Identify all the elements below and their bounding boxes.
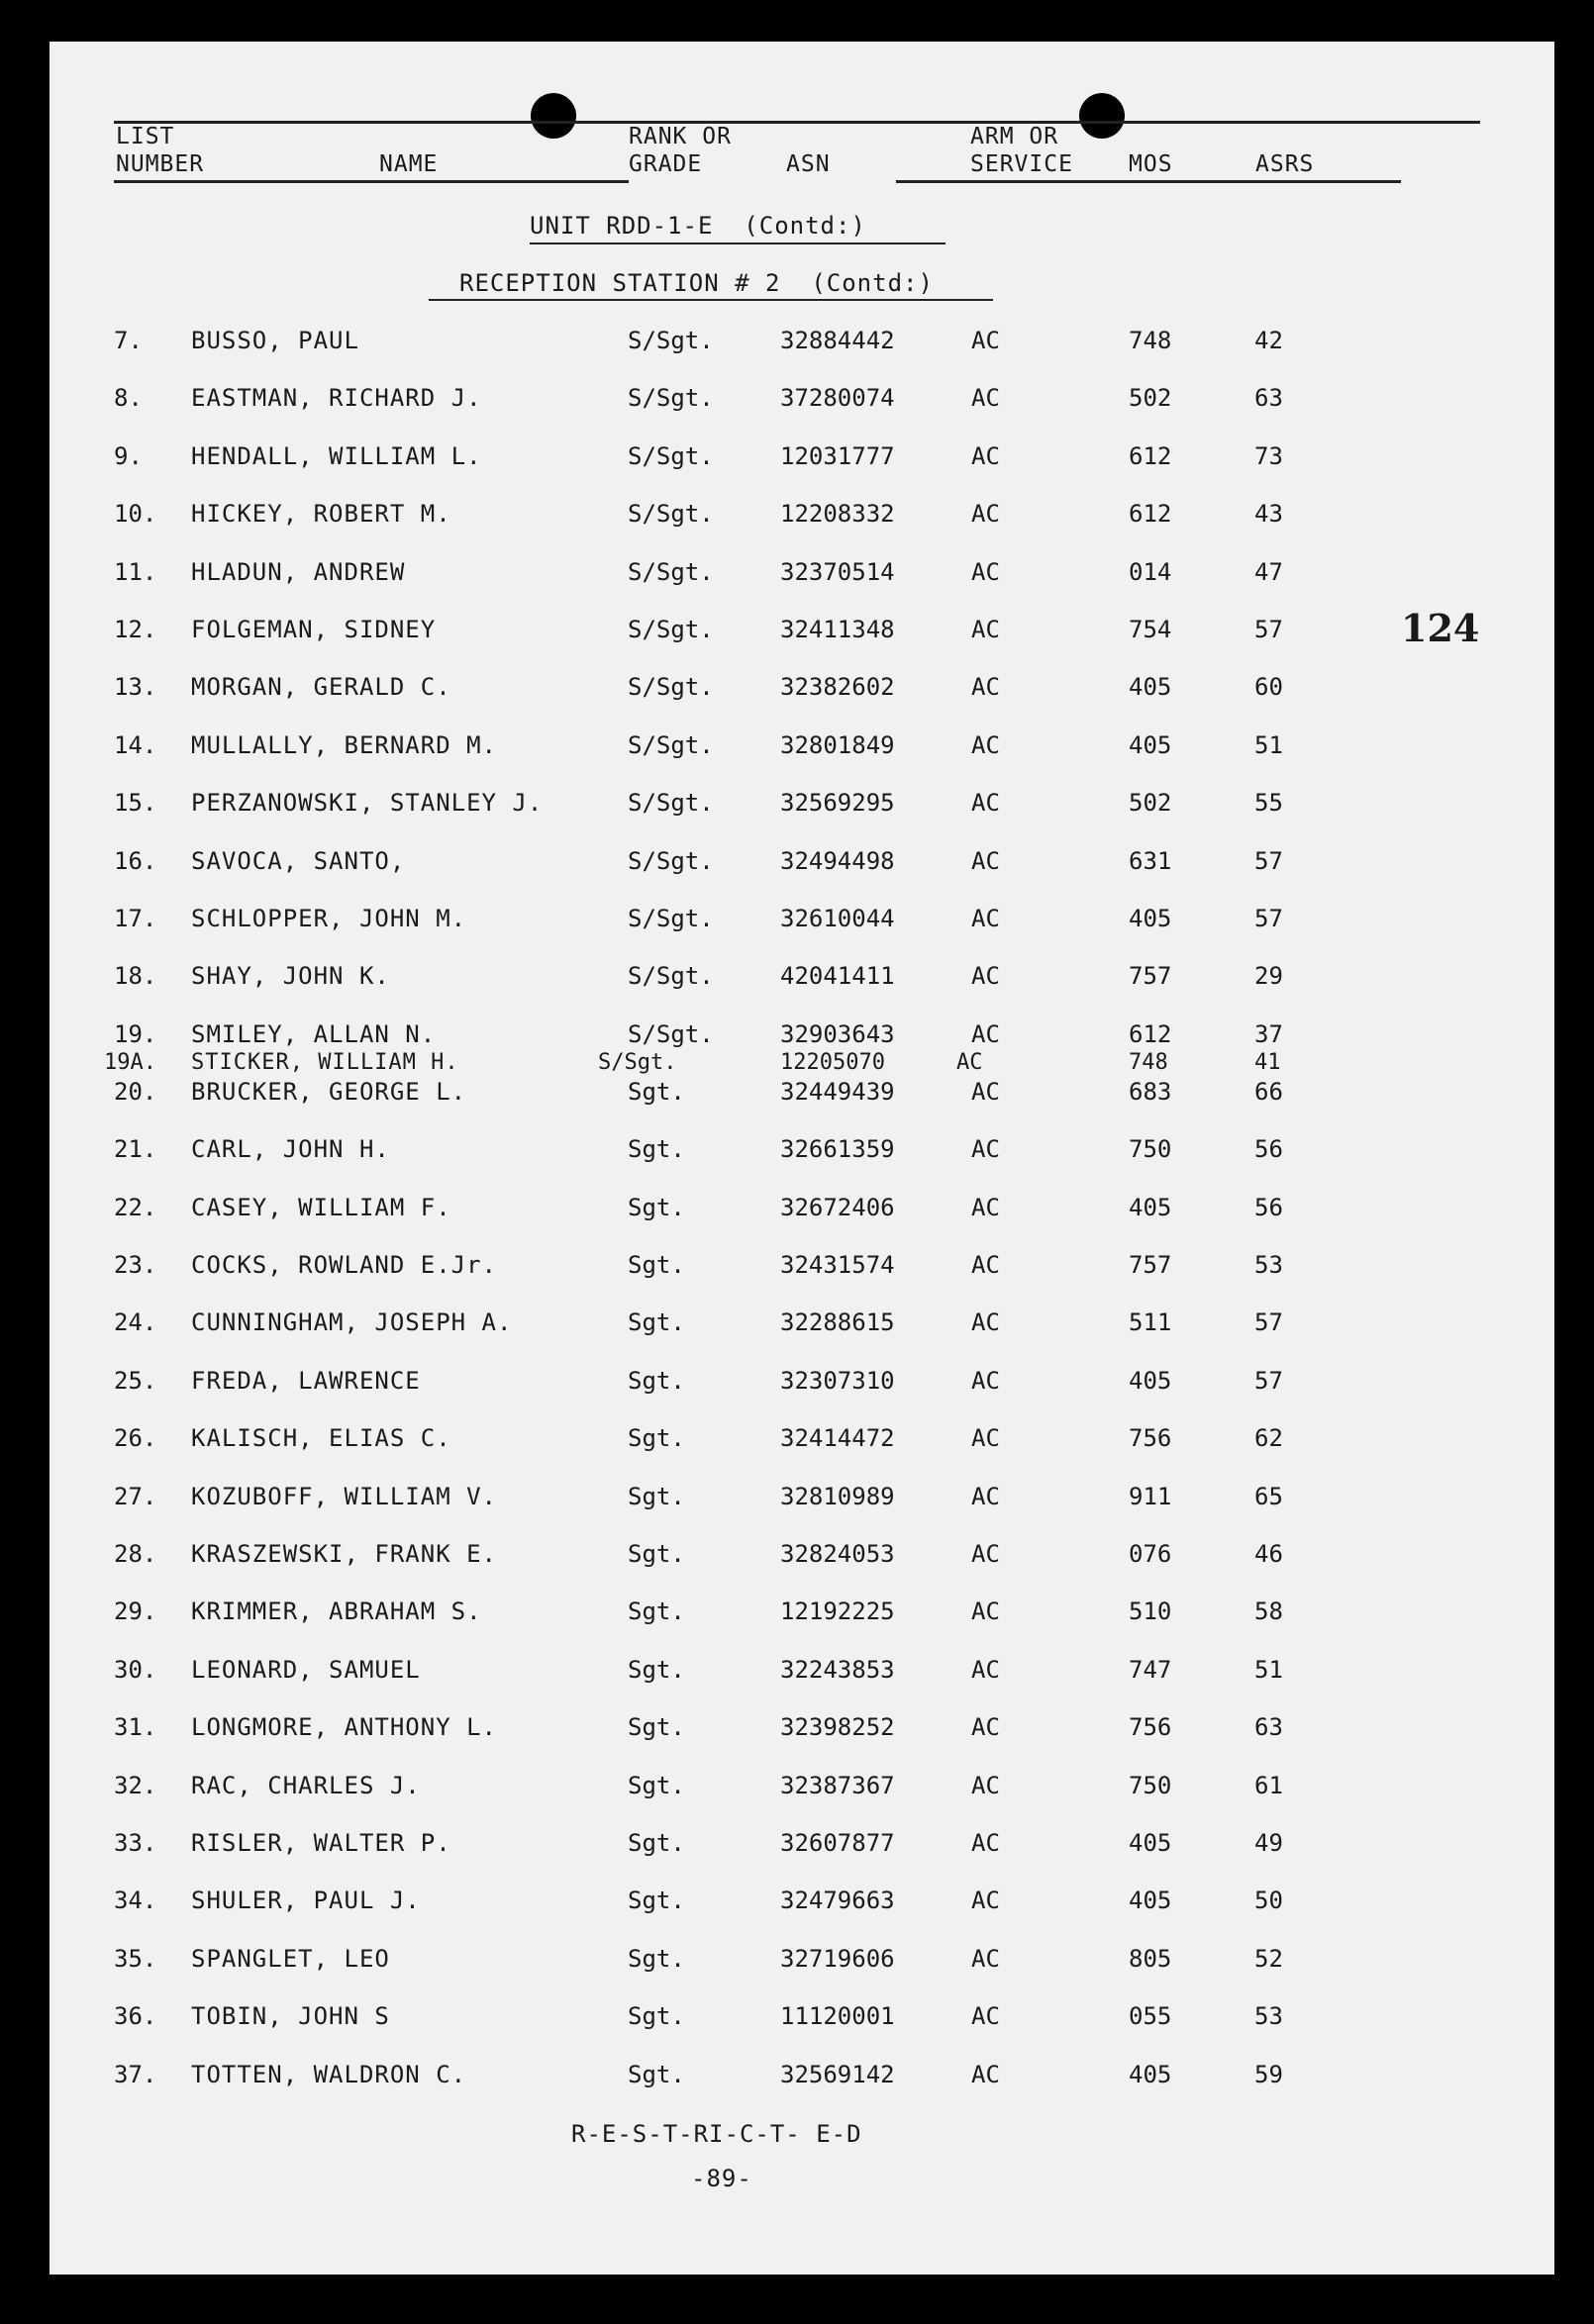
row-arm: AC bbox=[971, 442, 1000, 470]
row-number: 20. bbox=[114, 1078, 157, 1106]
row-rank: S/Sgt. bbox=[628, 558, 714, 586]
row-asrs: 43 bbox=[1254, 500, 1283, 528]
row-asrs: 42 bbox=[1254, 327, 1283, 354]
row-name: SHAY, JOHN K. bbox=[191, 962, 390, 990]
row-name: COCKS, ROWLAND E.Jr. bbox=[191, 1251, 497, 1279]
row-rank: Sgt. bbox=[628, 2002, 685, 2030]
row-asrs: 63 bbox=[1254, 384, 1283, 412]
row-asn: 37280074 bbox=[780, 384, 895, 412]
row-name: HLADUN, ANDREW bbox=[191, 558, 406, 586]
row-arm: AC bbox=[956, 1050, 983, 1075]
row-rank: Sgt. bbox=[628, 1540, 685, 1568]
row-number: 27. bbox=[114, 1483, 157, 1510]
row-number: 12. bbox=[114, 616, 157, 643]
row-name: HICKEY, ROBERT M. bbox=[191, 500, 451, 528]
row-arm: AC bbox=[971, 1598, 1000, 1625]
table-row bbox=[50, 442, 1554, 482]
table-row bbox=[50, 558, 1554, 598]
row-arm: AC bbox=[971, 962, 1000, 990]
document-page bbox=[50, 42, 1554, 2275]
row-asn: 32569142 bbox=[780, 2061, 895, 2088]
row-number: 10. bbox=[114, 500, 157, 528]
row-arm: AC bbox=[971, 905, 1000, 932]
row-name: FREDA, LAWRENCE bbox=[191, 1367, 421, 1395]
row-asn: 12208332 bbox=[780, 500, 895, 528]
row-asn: 32479663 bbox=[780, 1887, 895, 1914]
row-asn: 32307310 bbox=[780, 1367, 895, 1395]
table-row bbox=[50, 1194, 1554, 1233]
row-name: MORGAN, GERALD C. bbox=[191, 673, 451, 701]
row-arm: AC bbox=[971, 500, 1000, 528]
table-row bbox=[50, 1772, 1554, 1811]
row-number: 11. bbox=[114, 558, 157, 586]
row-arm: AC bbox=[971, 1424, 1000, 1452]
row-asrs: 56 bbox=[1254, 1135, 1283, 1163]
row-asn: 32398252 bbox=[780, 1713, 895, 1741]
row-arm: AC bbox=[971, 731, 1000, 759]
row-number: 35. bbox=[114, 1945, 157, 1973]
row-rank: S/Sgt. bbox=[628, 500, 714, 528]
row-mos: 631 bbox=[1129, 847, 1172, 875]
table-row bbox=[50, 1483, 1554, 1522]
row-mos: 405 bbox=[1129, 1194, 1172, 1221]
station-title: RECEPTION STATION # 2 (Contd:) bbox=[459, 269, 934, 297]
row-asrs: 60 bbox=[1254, 673, 1283, 701]
row-asn: 32884442 bbox=[780, 327, 895, 354]
row-mos: 405 bbox=[1129, 731, 1172, 759]
row-rank: Sgt. bbox=[628, 1887, 685, 1914]
row-asrs: 29 bbox=[1254, 962, 1283, 990]
row-mos: 405 bbox=[1129, 1887, 1172, 1914]
row-asn: 32903643 bbox=[780, 1020, 895, 1048]
row-name: SHULER, PAUL J. bbox=[191, 1887, 421, 1914]
row-arm: AC bbox=[971, 1020, 1000, 1048]
table-row bbox=[50, 1367, 1554, 1406]
row-asrs: 66 bbox=[1254, 1078, 1283, 1106]
row-asn: 11120001 bbox=[780, 2002, 895, 2030]
row-name: SPANGLET, LEO bbox=[191, 1945, 390, 1973]
row-arm: AC bbox=[971, 1713, 1000, 1741]
row-asrs: 57 bbox=[1254, 905, 1283, 932]
row-asrs: 51 bbox=[1254, 1656, 1283, 1684]
row-arm: AC bbox=[971, 2002, 1000, 2030]
row-mos: 756 bbox=[1129, 1713, 1172, 1741]
row-asrs: 55 bbox=[1254, 789, 1283, 817]
row-number: 18. bbox=[114, 962, 157, 990]
table-row bbox=[50, 1887, 1554, 1926]
row-arm: AC bbox=[971, 558, 1000, 586]
row-mos: 612 bbox=[1129, 500, 1172, 528]
punch-hole-left bbox=[531, 93, 576, 139]
table-row bbox=[50, 731, 1554, 771]
row-name: HENDALL, WILLIAM L. bbox=[191, 442, 482, 470]
row-number: 30. bbox=[114, 1656, 157, 1684]
row-mos: 405 bbox=[1129, 1829, 1172, 1857]
row-arm: AC bbox=[971, 2061, 1000, 2088]
row-asn: 32610044 bbox=[780, 905, 895, 932]
row-mos: 405 bbox=[1129, 905, 1172, 932]
row-asn: 32719606 bbox=[780, 1945, 895, 1973]
row-number: 7. bbox=[114, 327, 143, 354]
row-asrs: 53 bbox=[1254, 2002, 1283, 2030]
row-name: KALISCH, ELIAS C. bbox=[191, 1424, 451, 1452]
header-top-line bbox=[114, 121, 1480, 124]
row-asn: 32569295 bbox=[780, 789, 895, 817]
table-row bbox=[50, 384, 1554, 424]
table-row bbox=[50, 1598, 1554, 1637]
header-list-number: LIST NUMBER bbox=[116, 124, 205, 177]
table-row bbox=[50, 1424, 1554, 1464]
row-name: CARL, JOHN H. bbox=[191, 1135, 390, 1163]
table-row bbox=[50, 905, 1554, 944]
row-name: FOLGEMAN, SIDNEY bbox=[191, 616, 437, 643]
row-asrs: 37 bbox=[1254, 1020, 1283, 1048]
row-number: 31. bbox=[114, 1713, 157, 1741]
row-rank: Sgt. bbox=[628, 1194, 685, 1221]
row-number: 34. bbox=[114, 1887, 157, 1914]
row-rank: S/Sgt. bbox=[628, 847, 714, 875]
row-number: 24. bbox=[114, 1308, 157, 1336]
row-number: 9. bbox=[114, 442, 143, 470]
table-row bbox=[50, 847, 1554, 887]
row-name: STICKER, WILLIAM H. bbox=[191, 1050, 459, 1075]
row-number: 36. bbox=[114, 2002, 157, 2030]
row-mos: 683 bbox=[1129, 1078, 1172, 1106]
header-underline-left bbox=[114, 180, 629, 183]
row-mos: 502 bbox=[1129, 789, 1172, 817]
row-number: 29. bbox=[114, 1598, 157, 1625]
row-mos: 805 bbox=[1129, 1945, 1172, 1973]
row-number: 19A. bbox=[104, 1050, 156, 1075]
row-asrs: 62 bbox=[1254, 1424, 1283, 1452]
row-name: RAC, CHARLES J. bbox=[191, 1772, 421, 1799]
row-mos: 748 bbox=[1129, 327, 1172, 354]
row-rank: S/Sgt. bbox=[628, 962, 714, 990]
row-asrs: 63 bbox=[1254, 1713, 1283, 1741]
table-row bbox=[50, 962, 1554, 1002]
row-rank: Sgt. bbox=[628, 1656, 685, 1684]
table-row bbox=[50, 1540, 1554, 1580]
row-rank: Sgt. bbox=[628, 1308, 685, 1336]
row-rank: Sgt. bbox=[628, 1251, 685, 1279]
row-rank: S/Sgt. bbox=[628, 789, 714, 817]
row-arm: AC bbox=[971, 673, 1000, 701]
row-number: 28. bbox=[114, 1540, 157, 1568]
table-row bbox=[50, 1945, 1554, 1985]
row-asrs: 59 bbox=[1254, 2061, 1283, 2088]
row-rank: S/Sgt. bbox=[628, 1020, 714, 1048]
row-number: 25. bbox=[114, 1367, 157, 1395]
table-row bbox=[50, 2002, 1554, 2042]
row-name: KRASZEWSKI, FRANK E. bbox=[191, 1540, 497, 1568]
row-rank: Sgt. bbox=[628, 1483, 685, 1510]
row-rank: Sgt. bbox=[628, 1772, 685, 1799]
row-name: PERZANOWSKI, STANLEY J. bbox=[191, 789, 544, 817]
row-mos: 405 bbox=[1129, 2061, 1172, 2088]
row-asrs: 73 bbox=[1254, 442, 1283, 470]
row-asn: 32661359 bbox=[780, 1135, 895, 1163]
row-number: 14. bbox=[114, 731, 157, 759]
row-rank: Sgt. bbox=[628, 1598, 685, 1625]
table-row bbox=[50, 1251, 1554, 1291]
row-arm: AC bbox=[971, 1945, 1000, 1973]
row-asn: 32431574 bbox=[780, 1251, 895, 1279]
row-rank: Sgt. bbox=[628, 1424, 685, 1452]
row-mos: 612 bbox=[1129, 1020, 1172, 1048]
row-mos: 502 bbox=[1129, 384, 1172, 412]
row-rank: Sgt. bbox=[628, 1367, 685, 1395]
row-mos: 055 bbox=[1129, 2002, 1172, 2030]
row-rank: Sgt. bbox=[628, 1713, 685, 1741]
row-rank: S/Sgt. bbox=[628, 327, 714, 354]
header-mos: MOS bbox=[1129, 151, 1173, 177]
row-name: SAVOCA, SANTO, bbox=[191, 847, 406, 875]
row-asn: 32414472 bbox=[780, 1424, 895, 1452]
row-asn: 32810989 bbox=[780, 1483, 895, 1510]
row-arm: AC bbox=[971, 1656, 1000, 1684]
row-asrs: 57 bbox=[1254, 847, 1283, 875]
row-asrs: 46 bbox=[1254, 1540, 1283, 1568]
row-mos: 510 bbox=[1129, 1598, 1172, 1625]
row-mos: 757 bbox=[1129, 962, 1172, 990]
table-row bbox=[50, 1829, 1554, 1869]
row-asrs: 57 bbox=[1254, 1367, 1283, 1395]
row-asn: 32449439 bbox=[780, 1078, 895, 1106]
row-name: BUSSO, PAUL bbox=[191, 327, 359, 354]
row-asrs: 65 bbox=[1254, 1483, 1283, 1510]
row-asn: 12031777 bbox=[780, 442, 895, 470]
row-mos: 747 bbox=[1129, 1656, 1172, 1684]
row-number: 8. bbox=[114, 384, 143, 412]
row-name: RISLER, WALTER P. bbox=[191, 1829, 451, 1857]
row-asn: 32288615 bbox=[780, 1308, 895, 1336]
row-rank: S/Sgt. bbox=[598, 1050, 677, 1075]
row-name: LEONARD, SAMUEL bbox=[191, 1656, 421, 1684]
row-asn: 32494498 bbox=[780, 847, 895, 875]
row-asn: 32370514 bbox=[780, 558, 895, 586]
row-asrs: 41 bbox=[1254, 1050, 1281, 1075]
unit-title: UNIT RDD-1-E (Contd:) bbox=[530, 212, 866, 240]
row-arm: AC bbox=[971, 1078, 1000, 1106]
header-asn: ASN bbox=[786, 151, 831, 177]
row-mos: 405 bbox=[1129, 673, 1172, 701]
row-name: KOZUBOFF, WILLIAM V. bbox=[191, 1483, 497, 1510]
header-asrs: ASRS bbox=[1255, 151, 1315, 177]
row-mos: 754 bbox=[1129, 616, 1172, 643]
table-row bbox=[50, 1713, 1554, 1753]
row-number: 37. bbox=[114, 2061, 157, 2088]
row-rank: Sgt. bbox=[628, 1078, 685, 1106]
row-arm: AC bbox=[971, 789, 1000, 817]
row-name: BRUCKER, GEORGE L. bbox=[191, 1078, 467, 1106]
row-asn: 32243853 bbox=[780, 1656, 895, 1684]
row-mos: 750 bbox=[1129, 1772, 1172, 1799]
row-number: 16. bbox=[114, 847, 157, 875]
row-name: SMILEY, ALLAN N. bbox=[191, 1020, 437, 1048]
row-arm: AC bbox=[971, 1194, 1000, 1221]
table-row bbox=[50, 673, 1554, 713]
row-number: 23. bbox=[114, 1251, 157, 1279]
row-rank: S/Sgt. bbox=[628, 731, 714, 759]
row-rank: Sgt. bbox=[628, 1135, 685, 1163]
table-row bbox=[50, 1656, 1554, 1695]
row-asrs: 50 bbox=[1254, 1887, 1283, 1914]
row-arm: AC bbox=[971, 1308, 1000, 1336]
table-row bbox=[50, 789, 1554, 828]
row-mos: 750 bbox=[1129, 1135, 1172, 1163]
row-asn: 32382602 bbox=[780, 673, 895, 701]
unit-title-underline bbox=[530, 242, 946, 244]
row-rank: Sgt. bbox=[628, 1829, 685, 1857]
row-asrs: 52 bbox=[1254, 1945, 1283, 1973]
row-asrs: 49 bbox=[1254, 1829, 1283, 1857]
header-underline-right bbox=[896, 180, 1401, 183]
row-mos: 014 bbox=[1129, 558, 1172, 586]
header-arm: ARM OR SERVICE bbox=[970, 124, 1073, 177]
header-rank: RANK OR GRADE bbox=[629, 124, 732, 177]
row-asn: 32824053 bbox=[780, 1540, 895, 1568]
row-mos: 911 bbox=[1129, 1483, 1172, 1510]
row-name: EASTMAN, RICHARD J. bbox=[191, 384, 482, 412]
row-mos: 076 bbox=[1129, 1540, 1172, 1568]
row-name: CASEY, WILLIAM F. bbox=[191, 1194, 451, 1221]
table-row bbox=[50, 500, 1554, 539]
row-rank: Sgt. bbox=[628, 1945, 685, 1973]
table-row bbox=[50, 1135, 1554, 1175]
row-number: 33. bbox=[114, 1829, 157, 1857]
row-name: KRIMMER, ABRAHAM S. bbox=[191, 1598, 482, 1625]
page-number: -89- bbox=[691, 2165, 752, 2192]
row-name: TOTTEN, WALDRON C. bbox=[191, 2061, 467, 2088]
row-name: LONGMORE, ANTHONY L. bbox=[191, 1713, 497, 1741]
row-asn: 12205070 bbox=[780, 1050, 885, 1075]
row-mos: 748 bbox=[1129, 1050, 1168, 1075]
row-mos: 612 bbox=[1129, 442, 1172, 470]
row-arm: AC bbox=[971, 1772, 1000, 1799]
row-number: 32. bbox=[114, 1772, 157, 1799]
row-asrs: 58 bbox=[1254, 1598, 1283, 1625]
row-number: 13. bbox=[114, 673, 157, 701]
row-rank: S/Sgt. bbox=[628, 384, 714, 412]
row-asn: 32411348 bbox=[780, 616, 895, 643]
row-asn: 12192225 bbox=[780, 1598, 895, 1625]
table-row bbox=[50, 1078, 1554, 1117]
row-mos: 405 bbox=[1129, 1367, 1172, 1395]
row-arm: AC bbox=[971, 1367, 1000, 1395]
row-asrs: 53 bbox=[1254, 1251, 1283, 1279]
row-number: 22. bbox=[114, 1194, 157, 1221]
row-rank: S/Sgt. bbox=[628, 442, 714, 470]
row-mos: 756 bbox=[1129, 1424, 1172, 1452]
row-arm: AC bbox=[971, 1540, 1000, 1568]
row-number: 19. bbox=[114, 1020, 157, 1048]
row-asrs: 47 bbox=[1254, 558, 1283, 586]
row-asrs: 56 bbox=[1254, 1194, 1283, 1221]
row-asn: 32387367 bbox=[780, 1772, 895, 1799]
row-arm: AC bbox=[971, 616, 1000, 643]
row-mos: 757 bbox=[1129, 1251, 1172, 1279]
row-arm: AC bbox=[971, 384, 1000, 412]
row-arm: AC bbox=[971, 1483, 1000, 1510]
row-mos: 511 bbox=[1129, 1308, 1172, 1336]
header-name: NAME bbox=[379, 151, 439, 177]
row-arm: AC bbox=[971, 327, 1000, 354]
row-arm: AC bbox=[971, 1251, 1000, 1279]
row-arm: AC bbox=[971, 1829, 1000, 1857]
row-number: 17. bbox=[114, 905, 157, 932]
row-number: 26. bbox=[114, 1424, 157, 1452]
row-rank: S/Sgt. bbox=[628, 616, 714, 643]
row-number: 21. bbox=[114, 1135, 157, 1163]
row-arm: AC bbox=[971, 847, 1000, 875]
punch-hole-right bbox=[1079, 93, 1125, 139]
row-asrs: 57 bbox=[1254, 1308, 1283, 1336]
table-row bbox=[50, 327, 1554, 366]
row-number: 15. bbox=[114, 789, 157, 817]
restricted-marking: R-E-S-T-RI-C-T- E-D bbox=[571, 2120, 862, 2148]
row-asn: 32672406 bbox=[780, 1194, 895, 1221]
station-title-underline bbox=[429, 299, 993, 301]
row-rank: S/Sgt. bbox=[628, 905, 714, 932]
row-name: TOBIN, JOHN S bbox=[191, 2002, 390, 2030]
row-asn: 32607877 bbox=[780, 1829, 895, 1857]
row-arm: AC bbox=[971, 1887, 1000, 1914]
row-name: CUNNINGHAM, JOSEPH A. bbox=[191, 1308, 513, 1336]
row-rank: Sgt. bbox=[628, 2061, 685, 2088]
table-row bbox=[50, 2061, 1554, 2100]
row-asrs: 51 bbox=[1254, 731, 1283, 759]
row-asrs: 61 bbox=[1254, 1772, 1283, 1799]
handwritten-page-number: 124 bbox=[1401, 606, 1480, 650]
row-asrs: 57 bbox=[1254, 616, 1283, 643]
row-name: MULLALLY, BERNARD M. bbox=[191, 731, 497, 759]
row-name: SCHLOPPER, JOHN M. bbox=[191, 905, 467, 932]
row-rank: S/Sgt. bbox=[628, 673, 714, 701]
row-arm: AC bbox=[971, 1135, 1000, 1163]
row-asn: 42041411 bbox=[780, 962, 895, 990]
row-asn: 32801849 bbox=[780, 731, 895, 759]
table-row bbox=[50, 1308, 1554, 1348]
table-row bbox=[50, 616, 1554, 655]
